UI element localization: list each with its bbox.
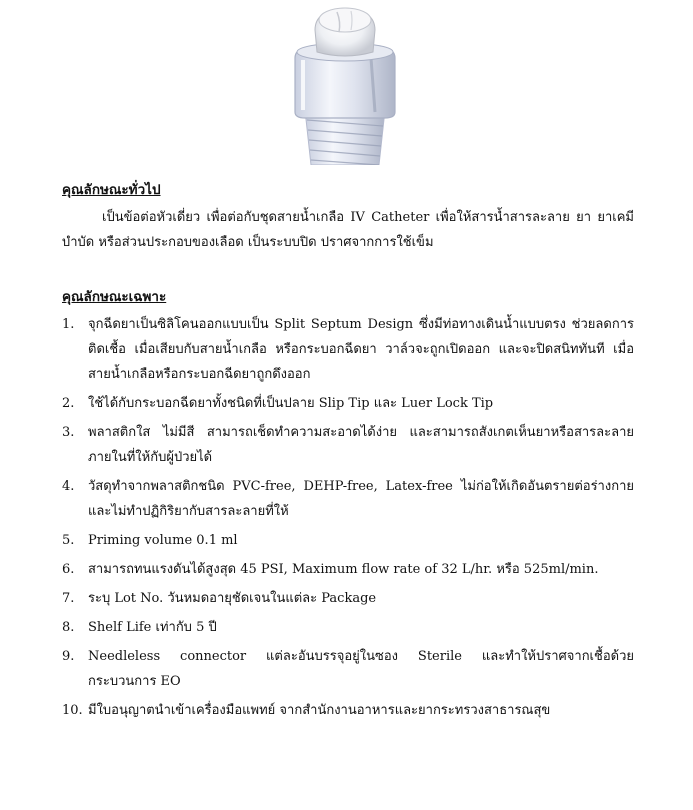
specific-heading: คุณลักษณะเฉพาะ — [62, 289, 167, 305]
list-item: 5. Priming volume 0.1 ml — [62, 533, 238, 548]
specific-list — [62, 312, 634, 723]
general-description: เป็นข้อต่อหัวเดี่ยว เพื่อต่อกับชุดสายน้ำเกลือ IV Catheter เพื่อให้สารน้ำสารละลาย ยา ยาเคมีบำบัด หรือส่วนประกอบของเลือด เป็นระบบปิด ปราศจากการใช้เข็ม — [62, 210, 634, 250]
list-item: 2. ใช้ได้กับกระบอกฉีดยาทั้งชนิดที่เป็นปลาย Slip Tip และ Luer Lock Tip — [62, 396, 494, 411]
list-item: 3. พลาสติกใส ไม่มีสี สามารถเช็ดทำความสะอาดได้ง่าย และสามารถสังเกตเห็นยาหรือสารละลายภายในที่ให้กับผู้ป่วยได้ — [62, 425, 634, 465]
list-item: 7. ระบุ Lot No. วันหมดอายุชัดเจนในแต่ละ Package — [62, 591, 377, 606]
list-item: 10. มีใบอนุญาตนำเข้าเครื่องมือแพทย์ จากสำนักงานอาหารและยากระทรวงสาธารณสุข — [62, 703, 551, 718]
product-image — [275, 0, 415, 165]
document-body — [62, 178, 634, 727]
list-item: 1. จุกฉีดยาเป็นซิลิโคนออกแบบเป็น Split Septum Design ซึ่งมีท่อทางเดินน้ำแบบตรง ช่วยลดการติดเชื้อ เมื่อเสียบกับสายน้ำเกลือ หรือกระบอกฉีดยา วาล์วจะถูกเปิดออก และจะปิดสนิททันที เมื่อสายน้ำเกลือหรือกระบอกฉีดยาถูกดึงออก — [62, 317, 634, 382]
list-item: 8. Shelf Life เท่ากับ 5 ปี — [62, 620, 217, 635]
list-item: 6. สามารถทนแรงดันได้สูงสุด 45 PSI, Maximum flow rate of 32 L/hr. หรือ 525ml/min. — [62, 562, 599, 577]
list-item: 9. Needleless connector แต่ละอันบรรจุอยู่ในซอง Sterile และทำให้ปราศจากเชื้อด้วยกระบวนการ EO — [62, 649, 634, 689]
list-item: 4. วัสดุทำจากพลาสติกชนิด PVC-free, DEHP-free, Latex-free ไม่ก่อให้เกิดอันตรายต่อร่างกาย และไม่ทำปฏิกิริยากับสารละลายที่ให้ — [62, 479, 634, 519]
general-heading: คุณลักษณะทั่วไป — [62, 182, 161, 198]
